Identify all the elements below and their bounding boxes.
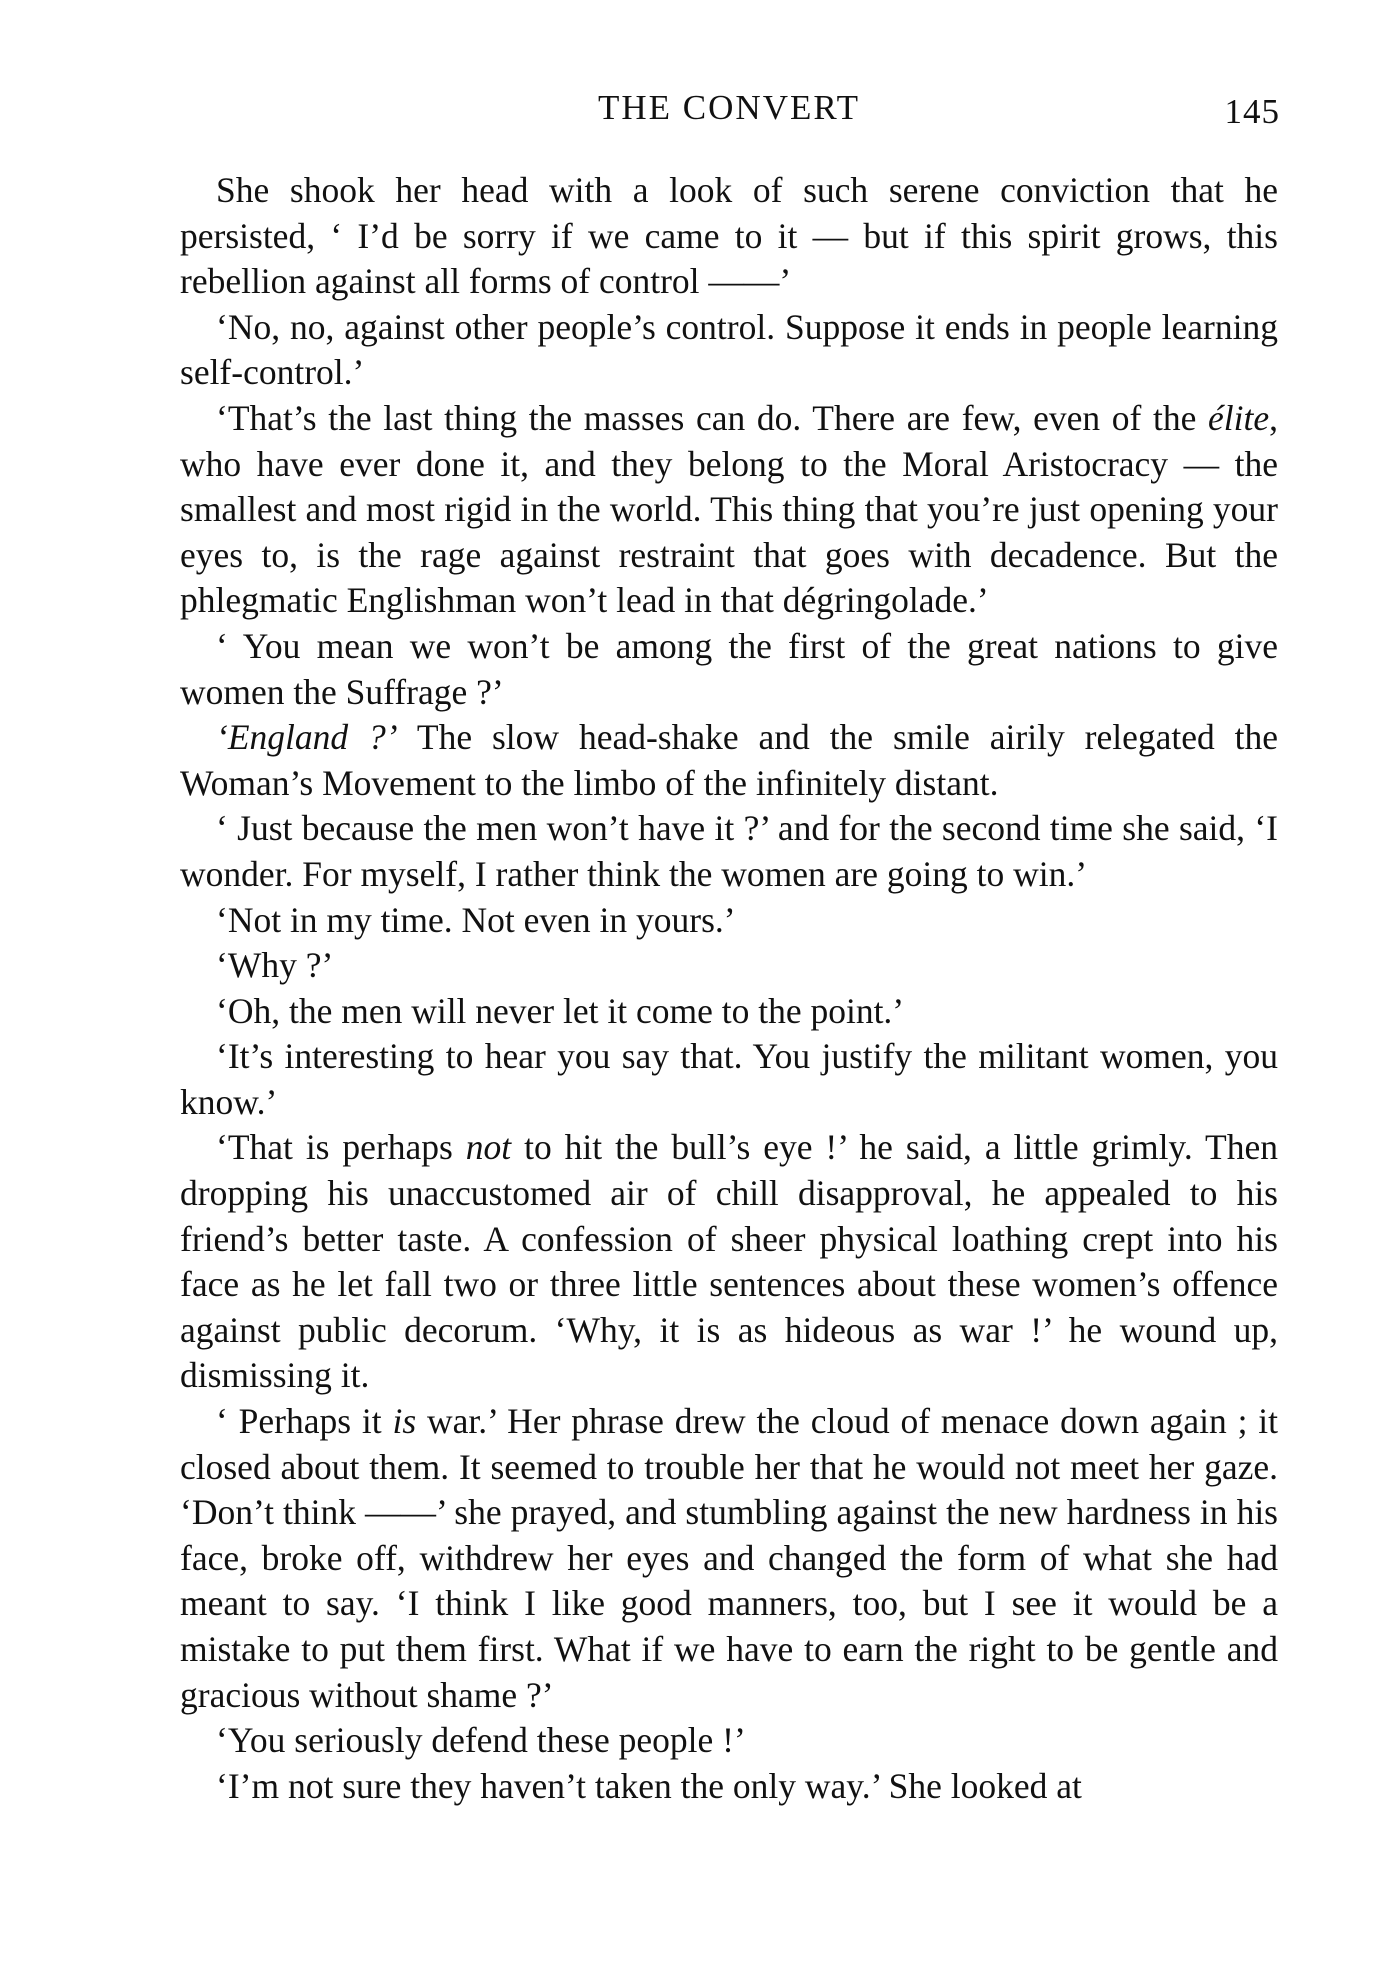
text-run: ‘ Just because the men won’t have it ?’ and for the second time she said, ‘I wonder. For myself, I rather think the women are going to win.’ bbox=[180, 808, 1278, 894]
running-head bbox=[180, 88, 1278, 138]
text-run: , who have ever done it, and they belong to the Moral Aristocracy — the smallest and most rigid in the world. This thing that you’re just opening your eyes to, is the rage against restraint that goes with decadence. But the phlegmatic Englishman won’t lead in that dégringolade.’ bbox=[180, 397, 1278, 621]
text-run: ‘I’m not sure they haven’t taken the only way.’ She looked at bbox=[216, 1765, 1082, 1806]
paragraph bbox=[180, 624, 1278, 715]
text-run: ‘No, no, against other people’s control. Suppose it ends in people learning self-control.’ bbox=[180, 306, 1278, 393]
chapter-title: THE CONVERT bbox=[598, 88, 860, 127]
paragraph bbox=[180, 943, 1278, 989]
italic-text: not bbox=[465, 1127, 512, 1168]
text-run: ‘You seriously defend these people !’ bbox=[216, 1720, 746, 1761]
text-run: The slow head-shake and the smile airily relegated the Woman’s Movement to the limbo of the infinitely distant. bbox=[180, 717, 1278, 803]
paragraph bbox=[180, 989, 1278, 1035]
paragraph bbox=[180, 898, 1278, 944]
paragraph bbox=[180, 1034, 1278, 1125]
italic-text: ‘England ?’ bbox=[216, 717, 398, 758]
paragraph bbox=[180, 305, 1278, 396]
body-text bbox=[180, 168, 1278, 1809]
text-run: ‘That’s the last thing the masses can do. There are few, even of the bbox=[216, 397, 1209, 438]
page-number: 145 bbox=[1224, 92, 1280, 131]
text-run: ‘ Perhaps it bbox=[216, 1401, 393, 1442]
text-run: to hit the bull’s eye !’ he said, a little grimly. Then dropping his unaccustomed air of chill disapproval, he appealed to his friend’s better taste. A confession of sheer physical loathing crept into his face as he let fall two or three little sentences about these women’s offence against public decorum. ‘Why, it is as hideous as war !’ he wound up, dismissing it. bbox=[180, 1127, 1278, 1396]
text-run: ‘It’s interesting to hear you say that. You justify the militant women, you know.’ bbox=[180, 1036, 1278, 1122]
paragraph bbox=[180, 1399, 1278, 1718]
book-page bbox=[180, 88, 1278, 1809]
paragraph bbox=[180, 715, 1278, 806]
text-run: ‘Not in my time. Not even in yours.’ bbox=[216, 899, 736, 940]
text-run: ‘That is perhaps bbox=[216, 1127, 466, 1168]
text-run: ‘Oh, the men will never let it come to the point.’ bbox=[216, 990, 905, 1031]
paragraph bbox=[180, 1125, 1278, 1399]
italic-text: élite bbox=[1208, 397, 1270, 438]
italic-text: is bbox=[392, 1401, 417, 1442]
paragraph bbox=[180, 168, 1278, 305]
text-run: ‘ You mean we won’t be among the first of the great nations to give women the Suffrage ?’ bbox=[180, 625, 1278, 712]
paragraph bbox=[180, 1764, 1278, 1810]
paragraph bbox=[180, 1718, 1278, 1764]
paragraph bbox=[180, 396, 1278, 624]
text-run: war.’ Her phrase drew the cloud of menace down again ; it closed about them. It seemed to trouble her that he would not meet her gaze. ‘Don’t think ——’ she prayed, and stumbling against the new hardness in his face, broke off, withdrew her eyes and changed the form of what she had meant to say. ‘I think I like good manners, too, but I see it would be a mistake to put them first. What if we have to earn the right to be gentle and gracious without shame ?’ bbox=[180, 1401, 1278, 1715]
paragraph bbox=[180, 806, 1278, 897]
text-run: She shook her head with a look of such serene conviction that he persisted, ‘ I’d be sorry if we came to it — but if this spirit grows, this rebellion against all forms of control ——’ bbox=[180, 170, 1278, 302]
text-run: ‘Why ?’ bbox=[216, 945, 334, 986]
